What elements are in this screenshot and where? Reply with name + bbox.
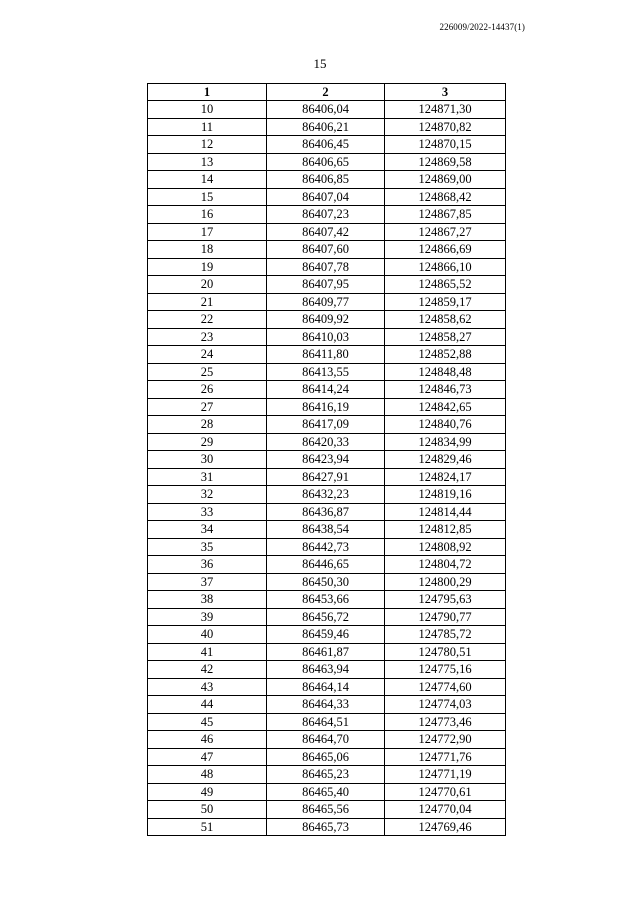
x-coordinate-cell: 86417,09: [267, 416, 385, 434]
table-row: [148, 381, 506, 399]
x-coordinate-cell: 86459,46: [267, 626, 385, 644]
y-coordinate-cell: 124869,58: [385, 153, 506, 171]
y-coordinate-cell: 124866,69: [385, 241, 506, 259]
point-number-cell: 39: [148, 608, 267, 626]
point-number-cell: 11: [148, 118, 267, 136]
column-header-1: 1: [148, 84, 267, 101]
table-row: [148, 626, 506, 644]
x-coordinate-cell: 86465,23: [267, 766, 385, 784]
point-number-cell: 51: [148, 818, 267, 836]
y-coordinate-cell: 124795,63: [385, 591, 506, 609]
table-row: [148, 398, 506, 416]
y-coordinate-cell: 124834,99: [385, 433, 506, 451]
point-number-cell: 27: [148, 398, 267, 416]
y-coordinate-cell: 124870,15: [385, 136, 506, 154]
x-coordinate-cell: 86406,85: [267, 171, 385, 189]
table-row: [148, 468, 506, 486]
table-row: [148, 188, 506, 206]
table-row: [148, 818, 506, 836]
x-coordinate-cell: 86464,33: [267, 696, 385, 714]
x-coordinate-cell: 86446,65: [267, 556, 385, 574]
table-header-row: [148, 84, 506, 101]
point-number-cell: 34: [148, 521, 267, 539]
x-coordinate-cell: 86456,72: [267, 608, 385, 626]
point-number-cell: 35: [148, 538, 267, 556]
point-number-cell: 17: [148, 223, 267, 241]
y-coordinate-cell: 124773,46: [385, 713, 506, 731]
x-coordinate-cell: 86463,94: [267, 661, 385, 679]
x-coordinate-cell: 86409,92: [267, 311, 385, 329]
y-coordinate-cell: 124775,16: [385, 661, 506, 679]
y-coordinate-cell: 124785,72: [385, 626, 506, 644]
table-row: [148, 696, 506, 714]
x-coordinate-cell: 86432,23: [267, 486, 385, 504]
y-coordinate-cell: 124812,85: [385, 521, 506, 539]
table-row: [148, 206, 506, 224]
table-row: [148, 258, 506, 276]
x-coordinate-cell: 86423,94: [267, 451, 385, 469]
point-number-cell: 21: [148, 293, 267, 311]
y-coordinate-cell: 124858,62: [385, 311, 506, 329]
x-coordinate-cell: 86416,19: [267, 398, 385, 416]
x-coordinate-cell: 86407,78: [267, 258, 385, 276]
x-coordinate-cell: 86465,40: [267, 783, 385, 801]
x-coordinate-cell: 86427,91: [267, 468, 385, 486]
x-coordinate-cell: 86450,30: [267, 573, 385, 591]
point-number-cell: 14: [148, 171, 267, 189]
y-coordinate-cell: 124780,51: [385, 643, 506, 661]
point-number-cell: 42: [148, 661, 267, 679]
x-coordinate-cell: 86420,33: [267, 433, 385, 451]
table-row: [148, 451, 506, 469]
table-row: [148, 486, 506, 504]
y-coordinate-cell: 124771,76: [385, 748, 506, 766]
x-coordinate-cell: 86410,03: [267, 328, 385, 346]
y-coordinate-cell: 124869,00: [385, 171, 506, 189]
table-row: [148, 293, 506, 311]
y-coordinate-cell: 124866,10: [385, 258, 506, 276]
x-coordinate-cell: 86442,73: [267, 538, 385, 556]
point-number-cell: 50: [148, 801, 267, 819]
y-coordinate-cell: 124867,27: [385, 223, 506, 241]
point-number-cell: 45: [148, 713, 267, 731]
table-row: [148, 416, 506, 434]
y-coordinate-cell: 124819,16: [385, 486, 506, 504]
table-row: [148, 503, 506, 521]
table-row: [148, 766, 506, 784]
table-row: [148, 276, 506, 294]
point-number-cell: 31: [148, 468, 267, 486]
table-row: [148, 363, 506, 381]
y-coordinate-cell: 124824,17: [385, 468, 506, 486]
point-number-cell: 47: [148, 748, 267, 766]
y-coordinate-cell: 124868,42: [385, 188, 506, 206]
table-row: [148, 538, 506, 556]
table-row: [148, 608, 506, 626]
point-number-cell: 32: [148, 486, 267, 504]
y-coordinate-cell: 124804,72: [385, 556, 506, 574]
point-number-cell: 20: [148, 276, 267, 294]
point-number-cell: 26: [148, 381, 267, 399]
y-coordinate-cell: 124774,03: [385, 696, 506, 714]
y-coordinate-cell: 124808,92: [385, 538, 506, 556]
y-coordinate-cell: 124846,73: [385, 381, 506, 399]
column-header-2: 2: [267, 84, 385, 101]
table-row: [148, 311, 506, 329]
point-number-cell: 25: [148, 363, 267, 381]
y-coordinate-cell: 124770,61: [385, 783, 506, 801]
coordinates-table: [147, 83, 506, 836]
table-row: [148, 573, 506, 591]
x-coordinate-cell: 86407,95: [267, 276, 385, 294]
x-coordinate-cell: 86464,51: [267, 713, 385, 731]
table-row: [148, 328, 506, 346]
x-coordinate-cell: 86406,65: [267, 153, 385, 171]
x-coordinate-cell: 86409,77: [267, 293, 385, 311]
x-coordinate-cell: 86406,45: [267, 136, 385, 154]
point-number-cell: 36: [148, 556, 267, 574]
point-number-cell: 29: [148, 433, 267, 451]
table-row: [148, 801, 506, 819]
document-id: 226009/2022-14437(1): [439, 22, 525, 32]
point-number-cell: 24: [148, 346, 267, 364]
point-number-cell: 13: [148, 153, 267, 171]
table-row: [148, 748, 506, 766]
point-number-cell: 37: [148, 573, 267, 591]
point-number-cell: 48: [148, 766, 267, 784]
x-coordinate-cell: 86406,21: [267, 118, 385, 136]
column-header-3: 3: [385, 84, 506, 101]
y-coordinate-cell: 124771,19: [385, 766, 506, 784]
point-number-cell: 16: [148, 206, 267, 224]
x-coordinate-cell: 86407,04: [267, 188, 385, 206]
y-coordinate-cell: 124769,46: [385, 818, 506, 836]
point-number-cell: 12: [148, 136, 267, 154]
table-row: [148, 556, 506, 574]
x-coordinate-cell: 86465,73: [267, 818, 385, 836]
point-number-cell: 44: [148, 696, 267, 714]
y-coordinate-cell: 124858,27: [385, 328, 506, 346]
table-row: [148, 643, 506, 661]
point-number-cell: 38: [148, 591, 267, 609]
x-coordinate-cell: 86413,55: [267, 363, 385, 381]
point-number-cell: 30: [148, 451, 267, 469]
x-coordinate-cell: 86414,24: [267, 381, 385, 399]
y-coordinate-cell: 124829,46: [385, 451, 506, 469]
point-number-cell: 19: [148, 258, 267, 276]
point-number-cell: 28: [148, 416, 267, 434]
x-coordinate-cell: 86407,42: [267, 223, 385, 241]
y-coordinate-cell: 124867,85: [385, 206, 506, 224]
y-coordinate-cell: 124859,17: [385, 293, 506, 311]
y-coordinate-cell: 124870,82: [385, 118, 506, 136]
x-coordinate-cell: 86453,66: [267, 591, 385, 609]
y-coordinate-cell: 124770,04: [385, 801, 506, 819]
table-row: [148, 171, 506, 189]
table-body: [148, 101, 506, 836]
x-coordinate-cell: 86464,14: [267, 678, 385, 696]
table-row: [148, 661, 506, 679]
page-number: 15: [313, 56, 327, 71]
x-coordinate-cell: 86407,23: [267, 206, 385, 224]
table-row: [148, 521, 506, 539]
table-row: [148, 153, 506, 171]
y-coordinate-cell: 124840,76: [385, 416, 506, 434]
y-coordinate-cell: 124865,52: [385, 276, 506, 294]
point-number-cell: 46: [148, 731, 267, 749]
y-coordinate-cell: 124800,29: [385, 573, 506, 591]
table-row: [148, 591, 506, 609]
point-number-cell: 23: [148, 328, 267, 346]
point-number-cell: 18: [148, 241, 267, 259]
x-coordinate-cell: 86407,60: [267, 241, 385, 259]
point-number-cell: 41: [148, 643, 267, 661]
table-row: [148, 223, 506, 241]
y-coordinate-cell: 124790,77: [385, 608, 506, 626]
y-coordinate-cell: 124814,44: [385, 503, 506, 521]
table-row: [148, 713, 506, 731]
table-row: [148, 433, 506, 451]
y-coordinate-cell: 124871,30: [385, 101, 506, 119]
table-row: [148, 241, 506, 259]
point-number-cell: 22: [148, 311, 267, 329]
point-number-cell: 33: [148, 503, 267, 521]
point-number-cell: 49: [148, 783, 267, 801]
point-number-cell: 40: [148, 626, 267, 644]
x-coordinate-cell: 86464,70: [267, 731, 385, 749]
table-row: [148, 101, 506, 119]
x-coordinate-cell: 86436,87: [267, 503, 385, 521]
x-coordinate-cell: 86465,06: [267, 748, 385, 766]
y-coordinate-cell: 124774,60: [385, 678, 506, 696]
table-row: [148, 783, 506, 801]
table-row: [148, 136, 506, 154]
y-coordinate-cell: 124842,65: [385, 398, 506, 416]
point-number-cell: 15: [148, 188, 267, 206]
point-number-cell: 10: [148, 101, 267, 119]
table-row: [148, 678, 506, 696]
x-coordinate-cell: 86465,56: [267, 801, 385, 819]
table-row: [148, 118, 506, 136]
table-row: [148, 346, 506, 364]
table-row: [148, 731, 506, 749]
point-number-cell: 43: [148, 678, 267, 696]
x-coordinate-cell: 86461,87: [267, 643, 385, 661]
y-coordinate-cell: 124848,48: [385, 363, 506, 381]
x-coordinate-cell: 86406,04: [267, 101, 385, 119]
x-coordinate-cell: 86438,54: [267, 521, 385, 539]
y-coordinate-cell: 124772,90: [385, 731, 506, 749]
x-coordinate-cell: 86411,80: [267, 346, 385, 364]
y-coordinate-cell: 124852,88: [385, 346, 506, 364]
